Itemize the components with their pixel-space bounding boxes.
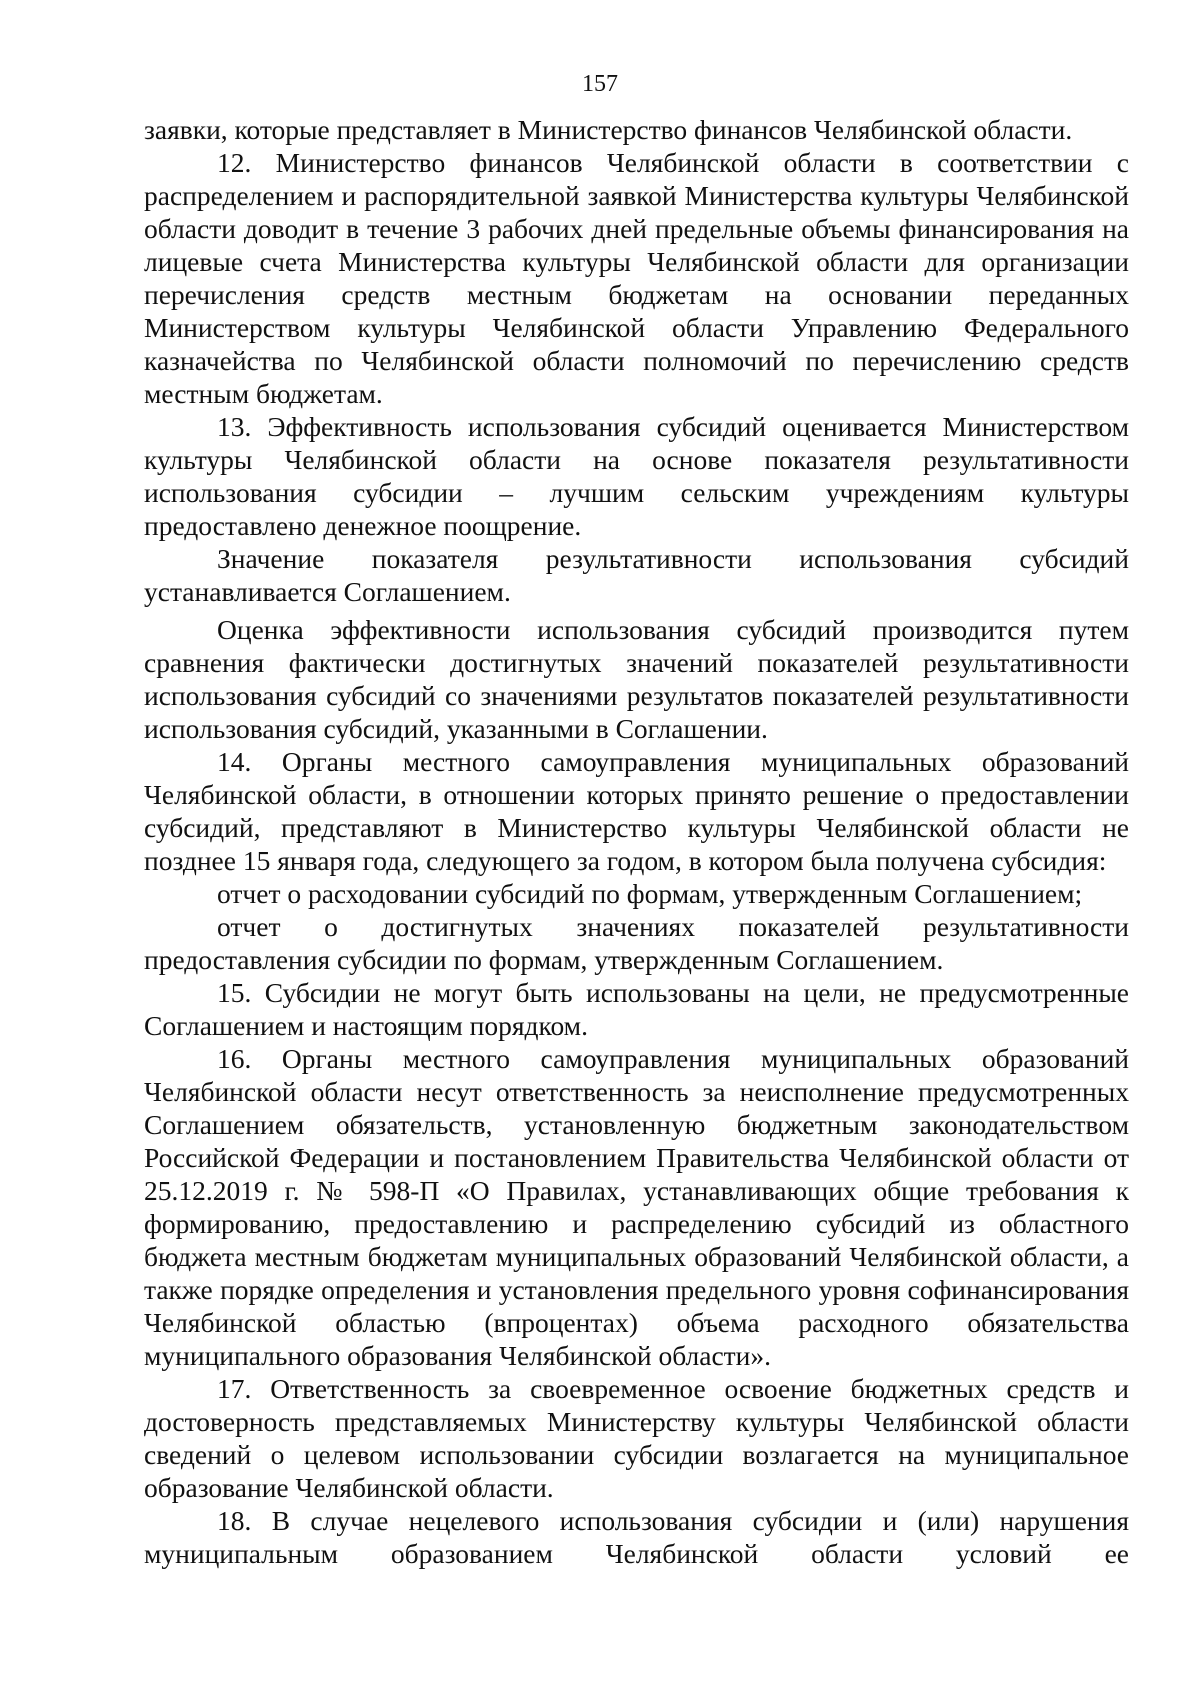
page-number: 157 (582, 71, 618, 97)
paragraph-15: 15. Субсидии не могут быть использованы на цели, не предусмотренные Соглашением и настоящим порядком. (144, 977, 1129, 1041)
paragraph-12: 12. Министерство финансов Челябинской области в соответствии с распределением и распорядительной заявкой Министерства культуры Челябинской области доводит в течение 3 рабочих дней предельные объемы финансирования на лицевые счета Министерства культуры Челябинской области для организации перечисления средств местным бюджетам на основании переданных Министерством культуры Челябинской области Управлению Федерального казначейства по Челябинской области полномочий по перечислению средств местным бюджетам. (144, 147, 1129, 409)
paragraph-13: 13. Эффективность использования субсидий оценивается Министерством культуры Челябинской области на основе показателя результативности использования субсидии – лучшим сельским учреждениям культуры предоставлено денежное поощрение. (144, 411, 1129, 541)
paragraph-18: 18. В случае нецелевого использования субсидии и (или) нарушения муниципальным образованием Челябинской области условий ее (144, 1505, 1129, 1569)
paragraph-continuation: заявки, которые представляет в Министерство финансов Челябинской области. (144, 114, 1073, 145)
paragraph-16: 16. Органы местного самоуправления муниципальных образований Челябинской области несут ответственность за неисполнение предусмотренных Соглашением обязательств, установленную бюджетным законодательством Российской Федерации и постановлением Правительства Челябинской области от 25.12.2019 г. № 598-П «О Правилах, устанавливающих общие требования к формированию, предоставлению и распределению субсидий из областного бюджета местным бюджетам муниципальных образований Челябинской области, а также порядке определения и установления предельного уровня софинансирования Челябинской областью (впроцентах) объема расходного обязательства муниципального образования Челябинской области». (144, 1043, 1129, 1371)
paragraph-17: 17. Ответственность за своевременное освоение бюджетных средств и достоверность представляемых Министерству культуры Челябинской области сведений о целевом использовании субсидии возлагается на муниципальное образование Челябинской области. (144, 1373, 1129, 1503)
paragraph-efficiency-assessment: Оценка эффективности использования субсидий производится путем сравнения фактически достигнутых значений показателей результативности использования субсидий со значениями результатов показателей результативности использования субсидий, указанными в Соглашении. (144, 614, 1129, 744)
paragraph-report-results: отчет о достигнутых значениях показателей результативности предоставления субсидии по формам, утвержденным Соглашением. (144, 911, 1129, 975)
paragraph-14: 14. Органы местного самоуправления муниципальных образований Челябинской области, в отношении которых принято решение о предоставлении субсидий, представляют в Министерство культуры Челябинской области не позднее 15 января года, следующего за годом, в котором была получена субсидия: (144, 746, 1129, 876)
document-body (144, 113, 1129, 1570)
paragraph-indicator-value: Значение показателя результативности использования субсидий устанавливается Соглашением. (144, 543, 1129, 607)
paragraph-report-expenditure: отчет о расходовании субсидий по формам, утвержденным Соглашением; (217, 878, 1083, 909)
